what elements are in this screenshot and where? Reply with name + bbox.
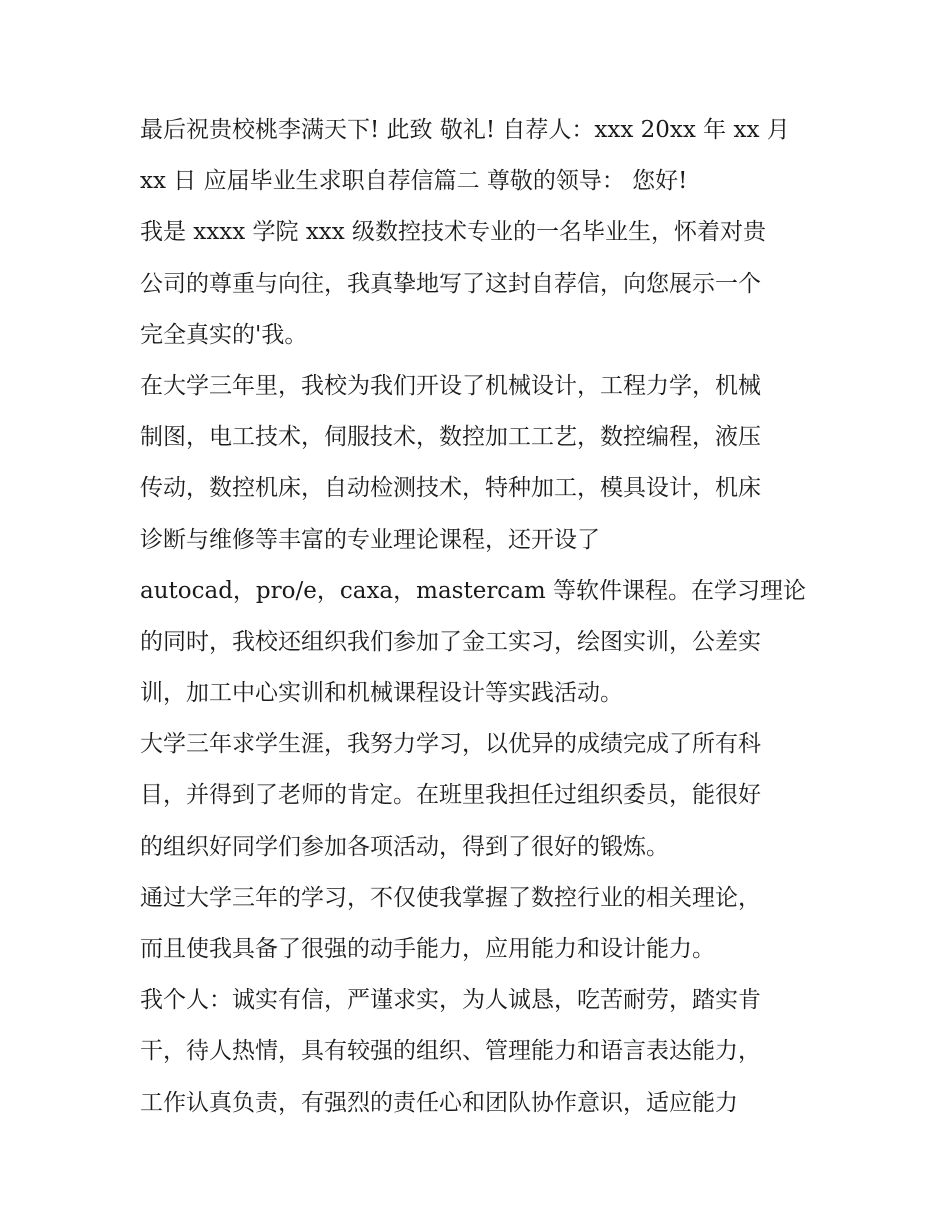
text-line: 训，加工中心实训和机械课程设计等实践活动。 [140,680,623,707]
text-line: 完全真实的'我。 [140,321,308,348]
text-line: 的组织好同学们参加各项活动，得到了很好的锻炼。 [140,833,669,860]
text-line: 制图，电工技术，伺服技术，数控加工工艺，数控编程，液压 [140,424,761,451]
text-line-letter-heading: xx 日 应届毕业生求职自荐信篇二 尊敬的领导： 您好! [140,168,688,195]
text-line: 大学三年求学生涯，我努力学习，以优异的成绩完成了所有科 [140,731,761,758]
text-line-closing: 最后祝贵校桃李满天下! 此致 敬礼! 自荐人：xxx 20xx 年 xx 月 [140,117,790,143]
text-line: 传动，数控机床，自动检测技术，特种加工，模具设计，机床 [140,475,761,502]
text-line: 诊断与维修等丰富的专业理论课程，还开设了 [140,526,600,553]
text-line: 工作认真负责，有强烈的责任心和团队协作意识，适应能力 [140,1089,738,1116]
document-body [140,105,830,1129]
text-line: 干，待人热情，具有较强的组织、管理能力和语言表达能力， [140,1038,761,1065]
text-line: 我是 xxxx 学院 xxx 级数控技术专业的一名毕业生，怀着对贵 [140,219,767,246]
text-line: 我个人：诚实有信，严谨求实，为人诚恳，吃苦耐劳，踏实肯 [140,987,761,1014]
text-line: 而且使我具备了很强的动手能力，应用能力和设计能力。 [140,936,715,962]
text-line: 的同时，我校还组织我们参加了金工实习，绘图实训，公差实 [140,628,761,655]
text-line: 在大学三年里，我校为我们开设了机械设计，工程力学，机械 [140,372,761,399]
text-line: autocad，pro/e，caxa，mastercam 等软件课程。在学习理论 [140,577,807,604]
text-line: 公司的尊重与向往，我真挚地写了这封自荐信，向您展示一个 [140,270,761,297]
text-line: 通过大学三年的学习，不仅使我掌握了数控行业的相关理论， [140,884,761,911]
text-line: 目，并得到了老师的肯定。在班里我担任过组织委员，能很好 [140,782,761,809]
